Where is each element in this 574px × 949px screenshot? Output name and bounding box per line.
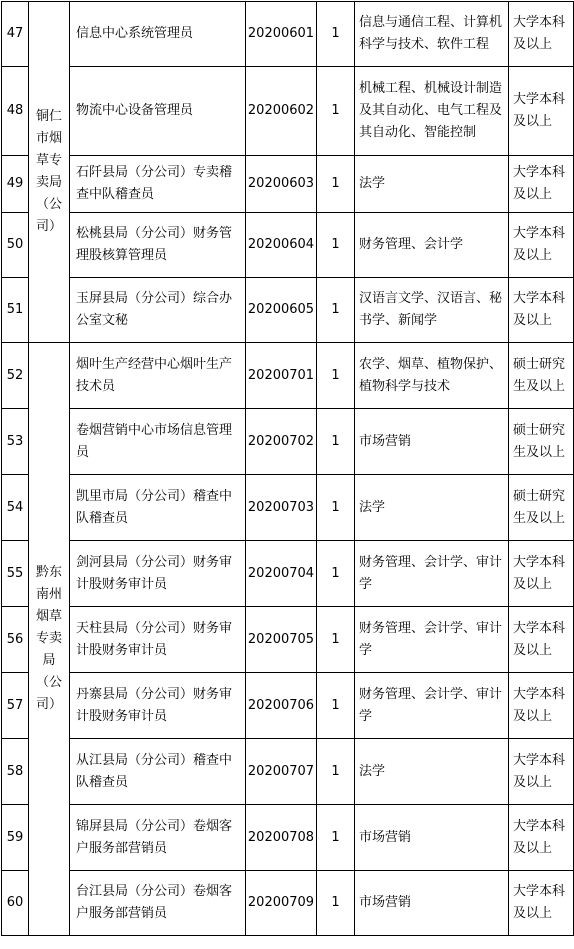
row-number: 53 — [2, 409, 29, 475]
position-code: 20200702 — [246, 409, 317, 475]
education-requirement: 大学本科及以上 — [509, 805, 574, 871]
education-requirement: 大学本科及以上 — [509, 156, 574, 213]
row-number: 50 — [2, 213, 29, 278]
education-requirement: 大学本科及以上 — [509, 541, 574, 607]
table-row — [2, 2, 574, 67]
hiring-count: 1 — [317, 739, 355, 805]
major-requirement: 市场营销 — [355, 871, 509, 936]
education-requirement: 大学本科及以上 — [509, 673, 574, 739]
hiring-count: 1 — [317, 2, 355, 67]
hiring-count: 1 — [317, 673, 355, 739]
employer-cell — [29, 343, 70, 936]
position-name: 锦屏县局（分公司）卷烟客户服务部营销员 — [70, 805, 246, 871]
row-number: 57 — [2, 673, 29, 739]
position-name: 台江县局（分公司）卷烟客户服务部营销员 — [70, 871, 246, 936]
row-number: 49 — [2, 156, 29, 213]
row-number: 52 — [2, 343, 29, 409]
hiring-count: 1 — [317, 409, 355, 475]
position-name: 天柱县局（分公司）财务审计股财务审计员 — [70, 607, 246, 673]
hiring-count: 1 — [317, 213, 355, 278]
position-name: 凯里市局（分公司）稽查中队稽查员 — [70, 475, 246, 541]
education-requirement: 大学本科及以上 — [509, 607, 574, 673]
major-requirement: 农学、烟草、植物保护、植物科学与技术 — [355, 343, 509, 409]
position-name: 玉屏县局（分公司）综合办公室文秘 — [70, 278, 246, 343]
position-code: 20200602 — [246, 67, 317, 156]
row-number: 59 — [2, 805, 29, 871]
major-requirement: 财务管理、会计学、审计学 — [355, 607, 509, 673]
hiring-count: 1 — [317, 805, 355, 871]
hiring-count: 1 — [317, 871, 355, 936]
major-requirement: 汉语言文学、汉语言、秘书学、新闻学 — [355, 278, 509, 343]
position-code: 20200703 — [246, 475, 317, 541]
position-name: 丹寨县局（分公司）财务审计股财务审计员 — [70, 673, 246, 739]
position-name: 卷烟营销中心市场信息管理员 — [70, 409, 246, 475]
row-number: 55 — [2, 541, 29, 607]
hiring-count: 1 — [317, 475, 355, 541]
major-requirement: 财务管理、会计学、审计学 — [355, 541, 509, 607]
row-number: 51 — [2, 278, 29, 343]
education-requirement: 大学本科及以上 — [509, 871, 574, 936]
table-row — [2, 156, 574, 213]
hiring-count: 1 — [317, 278, 355, 343]
table-row — [2, 343, 574, 409]
row-number: 58 — [2, 739, 29, 805]
position-code: 20200605 — [246, 278, 317, 343]
position-code: 20200701 — [246, 343, 317, 409]
recruitment-table — [1, 1, 574, 936]
position-code: 20200601 — [246, 2, 317, 67]
major-requirement: 信息与通信工程、计算机科学与技术、软件工程 — [355, 2, 509, 67]
position-code: 20200705 — [246, 607, 317, 673]
hiring-count: 1 — [317, 67, 355, 156]
table-row — [2, 475, 574, 541]
position-name: 信息中心系统管理员 — [70, 2, 246, 67]
position-code: 20200709 — [246, 871, 317, 936]
position-name: 从江县局（分公司）稽查中队稽查员 — [70, 739, 246, 805]
major-requirement: 法学 — [355, 475, 509, 541]
major-requirement: 财务管理、会计学、审计学 — [355, 673, 509, 739]
position-name: 烟叶生产经营中心烟叶生产技术员 — [70, 343, 246, 409]
major-requirement: 机械工程、机械设计制造及其自动化、电气工程及其自动化、智能控制 — [355, 67, 509, 156]
employer-name: 黔东南州烟草专卖局（公司） — [35, 565, 62, 712]
education-requirement: 大学本科及以上 — [509, 213, 574, 278]
position-name: 物流中心设备管理员 — [70, 67, 246, 156]
table-body — [2, 2, 574, 936]
employer-cell — [29, 2, 70, 343]
hiring-count: 1 — [317, 343, 355, 409]
hiring-count: 1 — [317, 156, 355, 213]
position-code: 20200707 — [246, 739, 317, 805]
table-row — [2, 541, 574, 607]
row-number: 47 — [2, 2, 29, 67]
position-name: 松桃县局（分公司）财务管理股核算管理员 — [70, 213, 246, 278]
major-requirement: 市场营销 — [355, 409, 509, 475]
position-name: 石阡县局（分公司）专卖稽查中队稽查员 — [70, 156, 246, 213]
table-row — [2, 673, 574, 739]
table-row — [2, 739, 574, 805]
position-name: 剑河县局（分公司）财务审计股财务审计员 — [70, 541, 246, 607]
table-row — [2, 607, 574, 673]
table-row — [2, 213, 574, 278]
position-code: 20200604 — [246, 213, 317, 278]
education-requirement: 硕士研究生及以上 — [509, 475, 574, 541]
table-row — [2, 805, 574, 871]
position-code: 20200706 — [246, 673, 317, 739]
major-requirement: 法学 — [355, 156, 509, 213]
table-row — [2, 278, 574, 343]
major-requirement: 财务管理、会计学 — [355, 213, 509, 278]
major-requirement: 市场营销 — [355, 805, 509, 871]
table-row — [2, 409, 574, 475]
row-number: 56 — [2, 607, 29, 673]
row-number: 48 — [2, 67, 29, 156]
row-number: 54 — [2, 475, 29, 541]
row-number: 60 — [2, 871, 29, 936]
education-requirement: 大学本科及以上 — [509, 2, 574, 67]
table-row — [2, 871, 574, 936]
position-code: 20200708 — [246, 805, 317, 871]
hiring-count: 1 — [317, 541, 355, 607]
employer-name: 铜仁市烟草专卖局（公司） — [35, 109, 62, 234]
education-requirement: 大学本科及以上 — [509, 278, 574, 343]
position-code: 20200603 — [246, 156, 317, 213]
hiring-count: 1 — [317, 607, 355, 673]
position-code: 20200704 — [246, 541, 317, 607]
education-requirement: 大学本科及以上 — [509, 67, 574, 156]
table-row — [2, 67, 574, 156]
education-requirement: 硕士研究生及以上 — [509, 343, 574, 409]
education-requirement: 硕士研究生及以上 — [509, 409, 574, 475]
education-requirement: 大学本科及以上 — [509, 739, 574, 805]
major-requirement: 法学 — [355, 739, 509, 805]
